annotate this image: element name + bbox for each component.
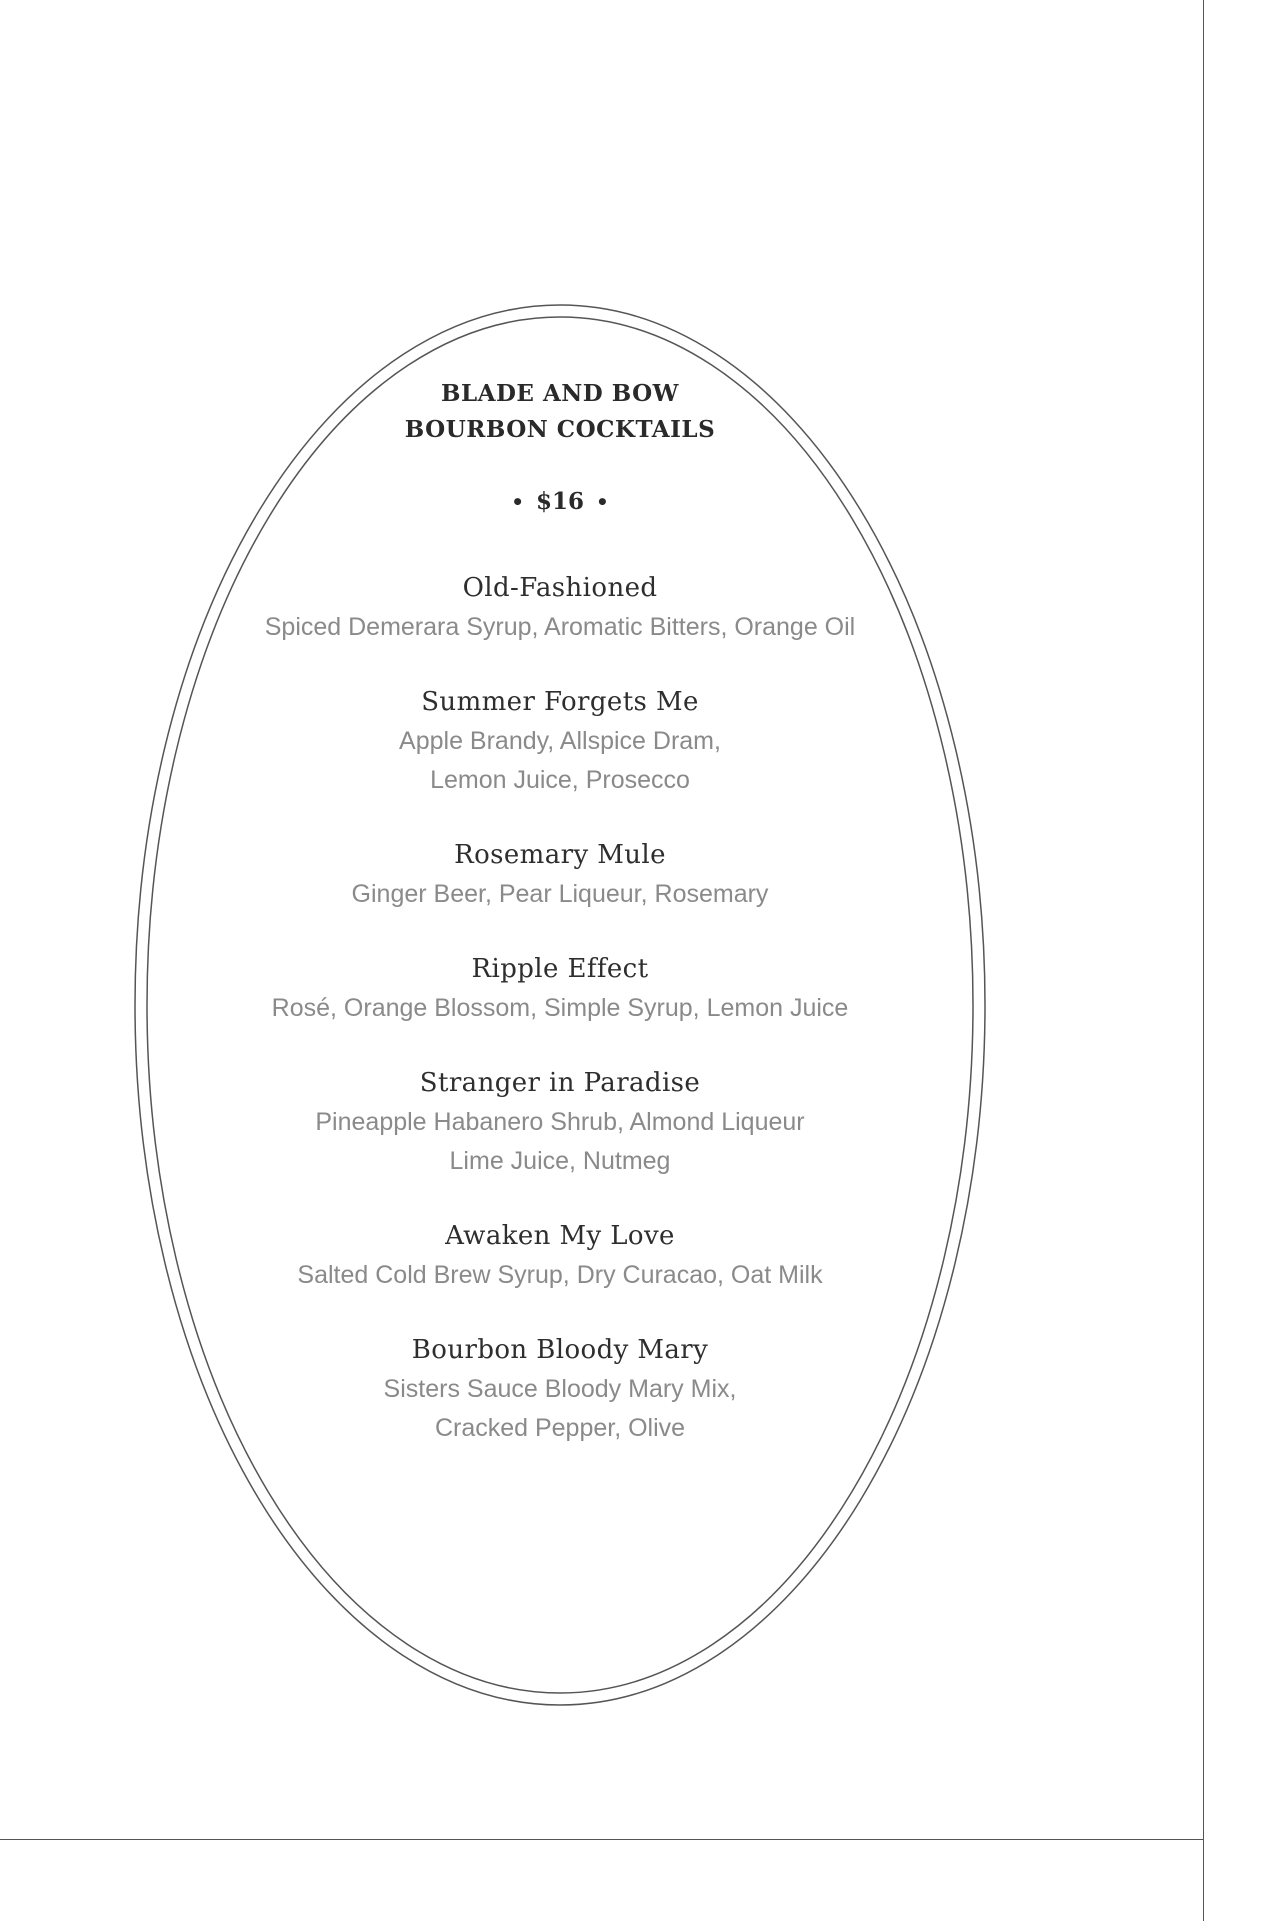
item-description-line2: Lemon Juice, Prosecco [430,766,690,794]
item-description: Sisters Sauce Bloody Mary Mix, [383,1375,737,1403]
item-name: Old-Fashioned [462,573,658,603]
item-name: Rosemary Mule [454,840,666,870]
price-row [200,484,920,520]
price-label: $16 [535,488,584,515]
menu-item-ripple-effect [200,949,920,1028]
trim-line-right [1203,0,1204,1921]
item-name: Awaken My Love [445,1221,675,1251]
item-description: Rosé, Orange Blossom, Simple Syrup, Lemon Juice [271,994,849,1022]
item-description: Apple Brandy, Allspice Dram, [399,727,721,755]
item-description-line2: Lime Juice, Nutmeg [449,1147,671,1175]
item-description: Salted Cold Brew Syrup, Dry Curacao, Oat Milk [297,1261,823,1289]
trim-line-bottom [0,1839,1204,1840]
item-description-line2: Cracked Pepper, Olive [434,1414,686,1442]
bullet-left-icon: • [511,490,524,514]
cocktail-menu [200,376,920,1483]
menu-item-bourbon-bloody-mary [200,1330,920,1448]
item-name: Ripple Effect [471,954,649,984]
menu-item-rosemary-mule [200,835,920,914]
menu-item-old-fashioned [200,568,920,647]
menu-item-awaken-my-love [200,1216,920,1295]
menu-title-line2: BOURBON COCKTAILS [404,416,716,443]
bullet-right-icon: • [596,490,609,514]
menu-item-summer-forgets-me [200,682,920,800]
item-description: Spiced Demerara Syrup, Aromatic Bitters, Orange Oil [264,613,856,641]
menu-items [200,568,920,1448]
menu-item-stranger-in-paradise [200,1063,920,1181]
item-description: Pineapple Habanero Shrub, Almond Liqueur [315,1108,805,1136]
item-description: Ginger Beer, Pear Liqueur, Rosemary [351,880,769,908]
menu-title-line1: BLADE AND BOW [441,380,679,407]
item-name: Bourbon Bloody Mary [411,1335,709,1365]
item-name: Stranger in Paradise [419,1068,701,1098]
item-name: Summer Forgets Me [421,687,699,717]
